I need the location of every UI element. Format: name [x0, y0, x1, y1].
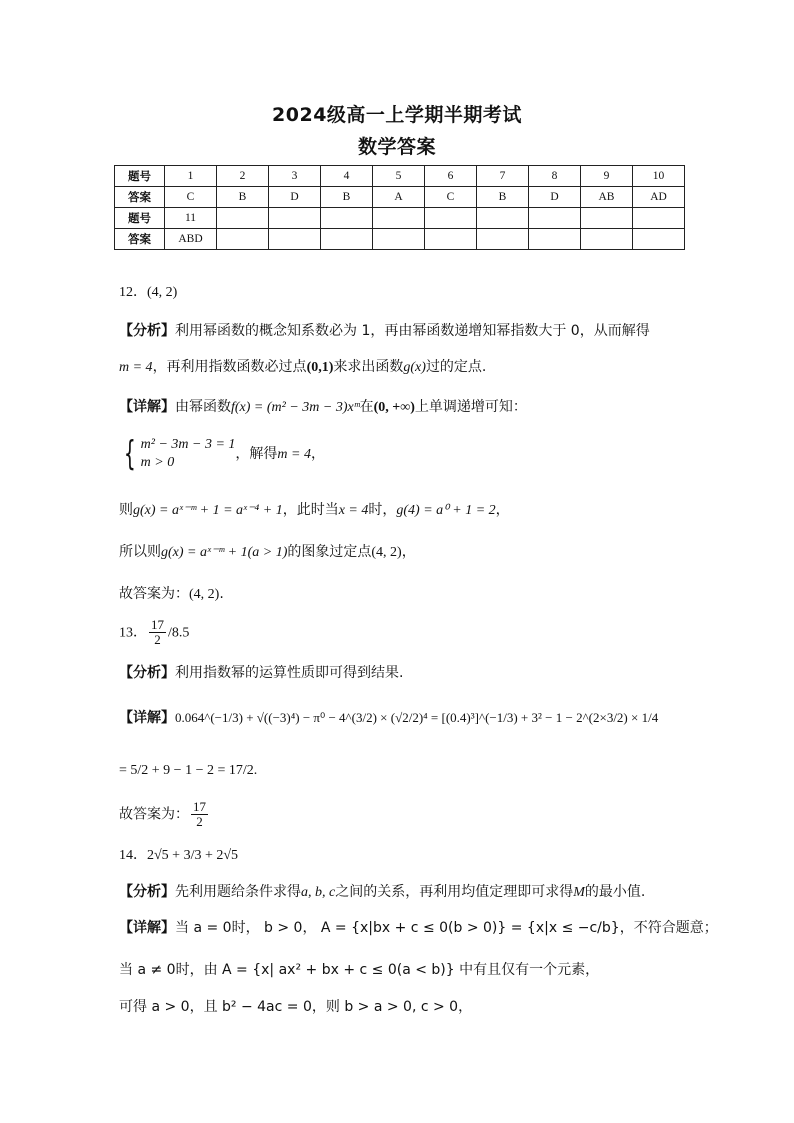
- math-expr: a, b, c: [301, 885, 336, 900]
- math-expr: (0, +∞): [373, 400, 415, 415]
- q13-answer-decimal: /8.5: [168, 625, 190, 641]
- equation: m² − 3m − 3 = 1: [140, 437, 236, 452]
- table-row: [115, 187, 685, 208]
- table-cell: D: [529, 187, 581, 208]
- table-cell: C: [165, 187, 217, 208]
- table-cell: 4: [321, 166, 373, 187]
- text-span: 的最小值.: [584, 884, 646, 900]
- table-cell: B: [321, 187, 373, 208]
- numerator: 17: [193, 799, 206, 814]
- table-row: [115, 166, 685, 187]
- brace-symbol: {: [123, 434, 136, 474]
- table-cell: 6: [425, 166, 477, 187]
- denominator: 2: [154, 632, 161, 647]
- table-cell: [529, 229, 581, 250]
- table-cell: [269, 229, 321, 250]
- table-cell: AD: [633, 187, 685, 208]
- table-cell: [425, 208, 477, 229]
- denominator: 2: [196, 814, 203, 829]
- table-cell: 2: [217, 166, 269, 187]
- text-span: ，解得: [235, 446, 278, 462]
- math-expr: (4, 2): [371, 545, 402, 560]
- text-span: 上单调递增可知：: [414, 399, 527, 415]
- table-cell: AB: [581, 187, 633, 208]
- text-span: .: [219, 586, 224, 602]
- text-span: 则: [119, 502, 133, 518]
- q14-heading: [119, 845, 238, 866]
- table-cell: [269, 208, 321, 229]
- table-cell: 11: [165, 208, 217, 229]
- math-expr: g(x) = aˣ⁻ᵐ + 1(a > 1): [161, 545, 288, 560]
- q14-analysis: [119, 882, 645, 903]
- q12-line-then: [119, 500, 510, 521]
- q12-analysis: [119, 321, 650, 341]
- q12-detail: [119, 397, 527, 418]
- table-cell: 7: [477, 166, 529, 187]
- table-row: [115, 208, 685, 229]
- table-cell: C: [425, 187, 477, 208]
- q14-detail: [119, 918, 718, 938]
- table-cell: [373, 208, 425, 229]
- text-span: ，: [401, 544, 416, 560]
- analysis-tag: 【分析】: [119, 323, 175, 339]
- question-number: 14．: [119, 848, 147, 863]
- math-expr: (0,1): [306, 360, 334, 375]
- q12-heading: [119, 282, 177, 303]
- table-cell: [477, 208, 529, 229]
- row-label-question: 题号: [115, 166, 165, 187]
- text-span: ，此时当: [282, 502, 339, 518]
- table-cell: [581, 229, 633, 250]
- q14-detail-3: [119, 997, 472, 1017]
- table-cell: [425, 229, 477, 250]
- table-cell: [217, 229, 269, 250]
- table-cell: B: [217, 187, 269, 208]
- table-cell: B: [477, 187, 529, 208]
- q13-result: [119, 760, 257, 781]
- table-cell: [321, 208, 373, 229]
- text-span: 当 a ≠ 0时，由 A = {x| ax² + bx + c ≤ 0(a < b)} 中有且仅有一个元素，: [119, 962, 600, 978]
- q13-detail: [119, 708, 658, 728]
- table-cell: 3: [269, 166, 321, 187]
- answer-table: [114, 165, 685, 250]
- math-expr: g(4) = a⁰ + 1 = 2: [396, 503, 496, 518]
- text-span: 先利用题给条件求得: [175, 884, 301, 900]
- text-span: 时，: [368, 502, 397, 518]
- q12-answer: (4, 2): [147, 285, 178, 300]
- table-cell: 8: [529, 166, 581, 187]
- analysis-text: 利用幂函数的概念知系数必为 1，再由幂函数递增知幂指数大于 0，从而解得: [175, 323, 650, 339]
- math-expr: g(x): [403, 360, 426, 375]
- q12-analysis-cont: [119, 357, 486, 378]
- fraction: [191, 800, 208, 829]
- fraction: [149, 618, 166, 647]
- math-expr: x = 4: [338, 503, 369, 518]
- question-number: 12．: [119, 285, 147, 300]
- equation-system: [141, 436, 236, 472]
- text-span: ，再利用指数函数必过点: [152, 359, 307, 375]
- numerator: 17: [151, 617, 164, 632]
- text-span: 可得 a > 0，且 b² − 4ac = 0，则 b > a > 0, c > 0，: [119, 999, 473, 1015]
- table-cell: [529, 208, 581, 229]
- math-expr: g(x) = aˣ⁻ᵐ + 1 = aˣ⁻⁴ + 1: [133, 503, 283, 518]
- table-cell: [633, 208, 685, 229]
- table-cell: D: [269, 187, 321, 208]
- exam-title: 2024级高一上学期半期考试: [272, 104, 522, 126]
- text-span: 故答案为：: [119, 806, 189, 823]
- text-span: 故答案为：: [119, 586, 189, 602]
- text-span: 当 a = 0时， b > 0， A = {x|bx + c ≤ 0(b > 0)} = {x|x ≤ −c/b}，不符合题意；: [175, 920, 718, 936]
- exam-subtitle: 数学答案: [357, 136, 436, 158]
- q12-final: [119, 584, 224, 605]
- detail-tag: 【详解】: [119, 399, 175, 415]
- table-cell: [373, 229, 425, 250]
- row-label-answer: 答案: [115, 229, 165, 250]
- text-span: 之间的关系，再利用均值定理即可求得: [335, 884, 574, 900]
- row-label-question: 题号: [115, 208, 165, 229]
- analysis-tag: 【分析】: [119, 665, 175, 681]
- text-span: 过的定点.: [425, 359, 487, 375]
- text-span: 的图象过定点: [287, 544, 372, 560]
- q13-analysis: [119, 663, 403, 683]
- table-cell: 9: [581, 166, 633, 187]
- math-expr: 0.064^(−1/3) + √((−3)⁴) − π⁰ − 4^(3/2) × (√2/2)⁴ = [(0.4)³]^(−1/3) + 3² − 1 − 2^(2×3/2) × 1/4: [175, 710, 659, 725]
- equation: m > 0: [140, 455, 175, 470]
- analysis-text: 利用指数幂的运算性质即可得到结果.: [175, 665, 404, 681]
- math-expr: f(x) = (m² − 3m − 3)xᵐ: [231, 400, 360, 415]
- table-cell: ABD: [165, 229, 217, 250]
- text-span: ，: [310, 446, 325, 462]
- table-cell: [217, 208, 269, 229]
- detail-tag: 【详解】: [119, 710, 175, 726]
- table-cell: [581, 208, 633, 229]
- analysis-tag: 【分析】: [119, 884, 175, 900]
- row-label-answer: 答案: [115, 187, 165, 208]
- math-expr: (4, 2): [189, 587, 220, 602]
- detail-tag: 【详解】: [119, 920, 175, 936]
- table-cell: [633, 229, 685, 250]
- q13-heading: [119, 618, 189, 647]
- table-cell: [321, 229, 373, 250]
- q14-answer: 2√5 + 3/3 + 2√5: [147, 848, 239, 863]
- q12-system: [119, 436, 325, 472]
- table-cell: 5: [373, 166, 425, 187]
- text-span: 由幂函数: [175, 399, 231, 415]
- text-span: 在: [359, 399, 374, 415]
- math-expr: m = 4: [119, 360, 153, 375]
- q14-detail-2: [119, 960, 599, 980]
- table-cell: 1: [165, 166, 217, 187]
- text-span: ，: [495, 502, 510, 518]
- table-cell: A: [373, 187, 425, 208]
- table-cell: 10: [633, 166, 685, 187]
- math-expr: M: [573, 885, 585, 900]
- q12-line-so: [119, 542, 416, 563]
- question-number: 13．: [119, 625, 147, 641]
- math-expr: m = 4: [277, 447, 311, 462]
- table-cell: [477, 229, 529, 250]
- text-span: 所以则: [119, 544, 161, 560]
- math-expr: = 5/2 + 9 − 1 − 2 = 17/2.: [119, 763, 258, 778]
- q13-final: [119, 800, 210, 829]
- text-span: 来求出函数: [333, 359, 404, 375]
- table-row: [115, 229, 685, 250]
